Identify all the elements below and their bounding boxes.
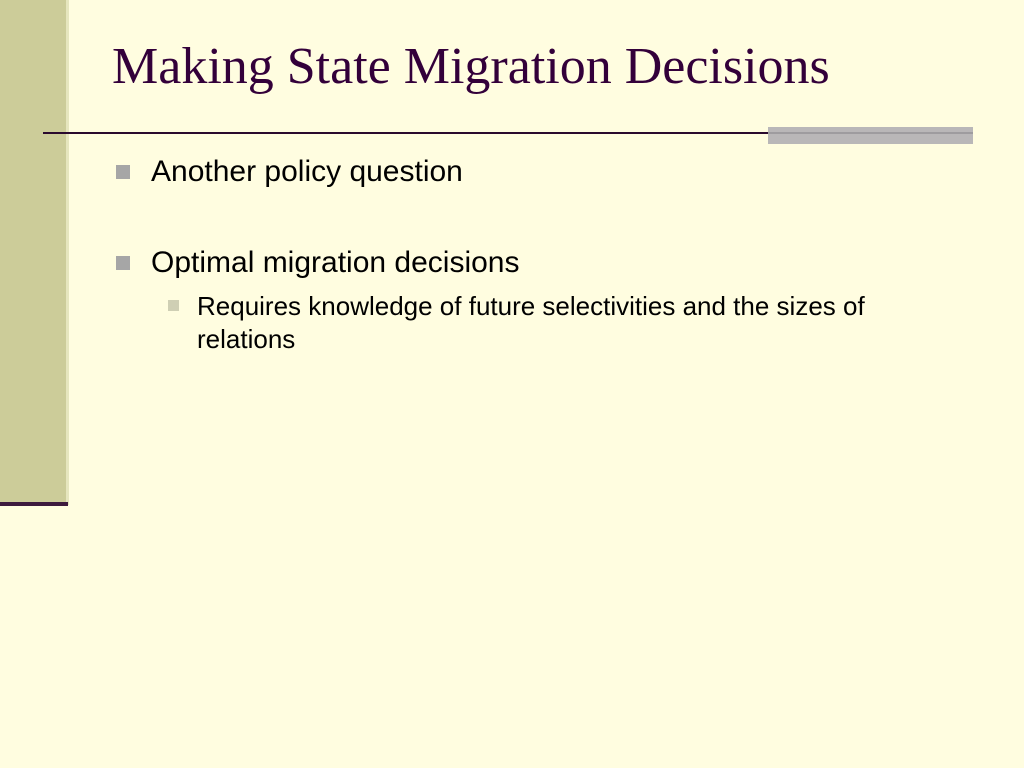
- slide-title: Making State Migration Decisions: [112, 38, 830, 95]
- left-bar-highlight: [66, 0, 69, 505]
- small-square-bullet-icon: [168, 300, 179, 311]
- left-bar-bottom-rule: [0, 502, 68, 506]
- square-bullet-icon: [116, 165, 130, 179]
- bullet-text: Optimal migration decisions: [151, 246, 520, 279]
- sub-bullet-text: Requires knowledge of future selectivities and the sizes of relations: [197, 291, 865, 354]
- title-accent-block: [768, 127, 973, 144]
- title-accent-line: [768, 132, 973, 134]
- bullet-item: [116, 245, 519, 281]
- bullet-text: Another policy question: [151, 155, 463, 188]
- square-bullet-icon: [116, 256, 130, 270]
- left-decorative-bar: [0, 0, 68, 505]
- sub-bullet-item: [168, 290, 898, 356]
- bullet-item: [116, 154, 463, 190]
